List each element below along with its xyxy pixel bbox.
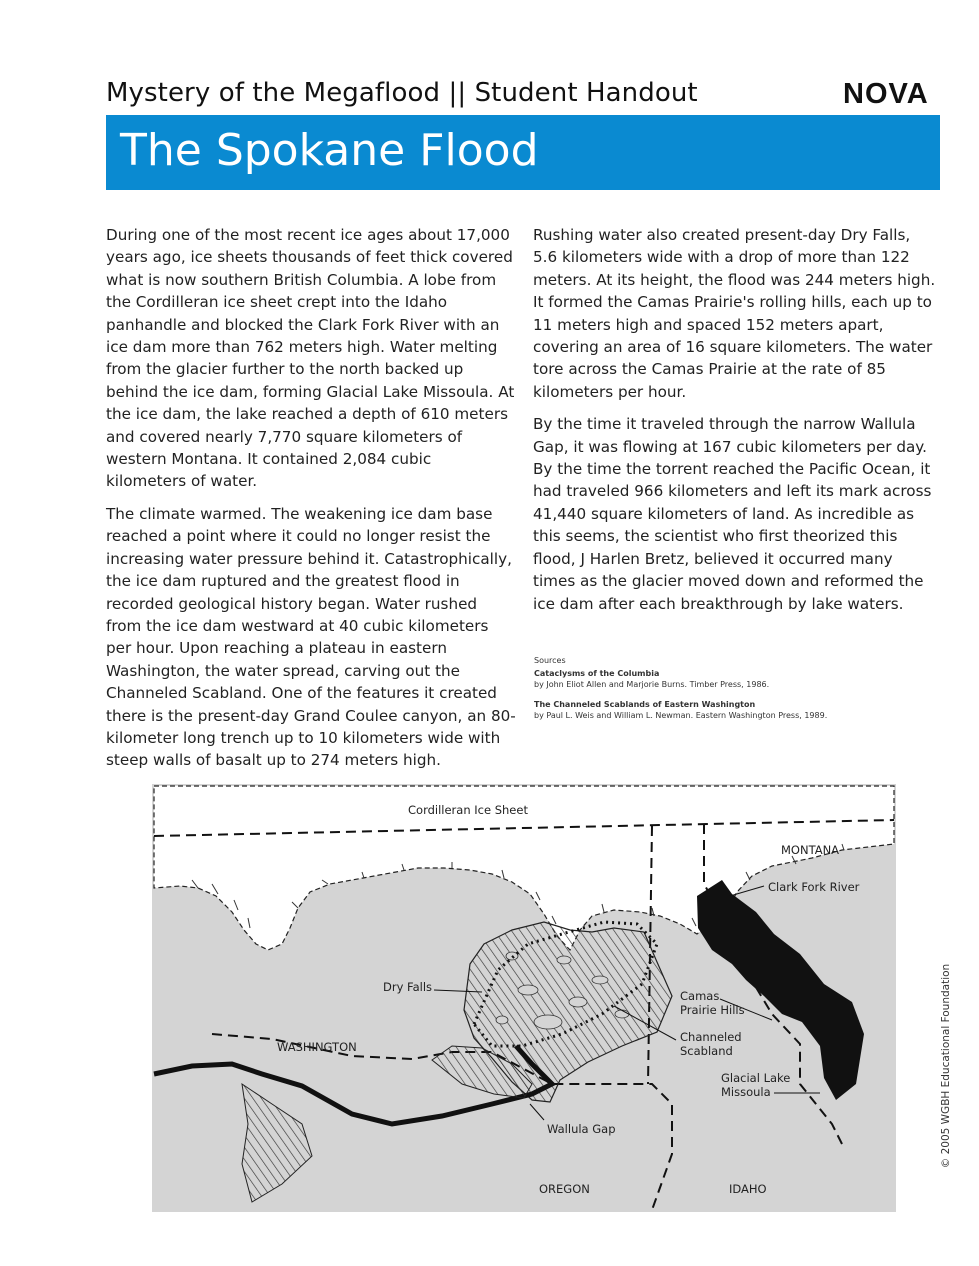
nova-logo: NOVA xyxy=(843,78,929,110)
left-column xyxy=(106,224,516,782)
paragraph: By the time it traveled through the narrow Wallula Gap, it was flowing at 167 cubic kilometers per day. By the time the torrent reached the Pacific Ocean, it had traveled 966 kilometers and left its mark across 41,440 square kilometers of land. As incredible as this seems, the scientist who first theorized this flood, J Harlen Bretz, believed it occurred many times as the glacier moved down and reformed the ice dam after each breakthrough by lake waters. xyxy=(533,415,932,613)
sources-list xyxy=(534,655,934,730)
map-label-montana: MONTANA xyxy=(781,843,840,857)
map-label-lake-1: Glacial Lake xyxy=(721,1071,791,1085)
map-label-channeled-2: Scabland xyxy=(680,1044,733,1058)
source-title: The Channeled Scablands of Eastern Washington xyxy=(534,699,756,709)
right-column xyxy=(533,224,938,625)
sources-heading: Sources xyxy=(534,656,566,665)
map-label-channeled-1: Channeled xyxy=(680,1030,742,1044)
map-label-wallula-gap: Wallula Gap xyxy=(547,1122,616,1136)
map-label-clark-fork: Clark Fork River xyxy=(768,880,860,894)
source-note: by John Eliot Allen and Marjorie Burns. Timber Press, 1986. xyxy=(534,680,770,689)
title-banner xyxy=(106,115,940,190)
page-title: The Spokane Flood xyxy=(120,125,539,176)
paragraph: Rushing water also created present-day Dry Falls, 5.6 kilometers wide with a drop of more than 122 meters. At its height, the flood was 244 meters high. It formed the Camas Prairie's rolling hills, each up to 11 meters high and spaced 152 meters apart, covering an area of 16 square kilometers. The water tore across the Camas Prairie at the rate of 85 kilometers per hour. xyxy=(533,226,936,401)
paragraph: The climate warmed. The weakening ice dam base reached a point where it could no longer resist the increasing water pressure behind it. Catastrophically, the ice dam ruptured and the greatest flood in recorded geological history began. Water rushed from the ice dam westward at 40 cubic kilometers per hour. Upon reaching a plateau in eastern Washington, the water spread, carving out the Channeled Scabland. One of the features it created there is the present-day Grand Coulee canyon, an 80-kilometer long trench up to 10 kilometers wide with steep walls of basalt up to 274 meters high. xyxy=(106,504,516,770)
paragraph: During one of the most recent ice ages about 17,000 years ago, ice sheets thousands of feet thick covered what is now southern British Columbia. A lobe from the Cordilleran ice sheet crept into the Idaho panhandle and blocked the Clark Fork River with an ice dam more than 762 meters high. Water melting from the glacier further to the north backed up behind the ice dam, forming Glacial Lake Missoula. At the ice dam, the lake reached a depth of 610 meters and covered nearly 7,770 square kilometers of western Montana. It contained 2,084 cubic kilometers of water. xyxy=(106,226,515,491)
map-label-ice-sheet: Cordilleran Ice Sheet xyxy=(408,803,528,817)
handout-subtitle: Mystery of the Megaflood || Student Handout xyxy=(106,78,698,108)
map-label-oregon: OREGON xyxy=(539,1182,590,1196)
source-title: Cataclysms of the Columbia xyxy=(534,668,660,678)
map-label-idaho: IDAHO xyxy=(729,1182,767,1196)
copyright-notice: © 2005 WGBH Educational Foundation xyxy=(940,963,952,1169)
map-label-washington: WASHINGTON xyxy=(277,1040,357,1054)
source-note: by Paul L. Weis and William L. Newman. Eastern Washington Press, 1989. xyxy=(534,711,828,720)
map-label-camas-2: Prairie Hills xyxy=(680,1003,745,1017)
map-label-dry-falls: Dry Falls xyxy=(383,980,433,994)
map-label-lake-2: Missoula xyxy=(721,1085,771,1099)
map-label-camas-1: Camas xyxy=(680,989,720,1003)
flood-map xyxy=(152,784,896,1212)
